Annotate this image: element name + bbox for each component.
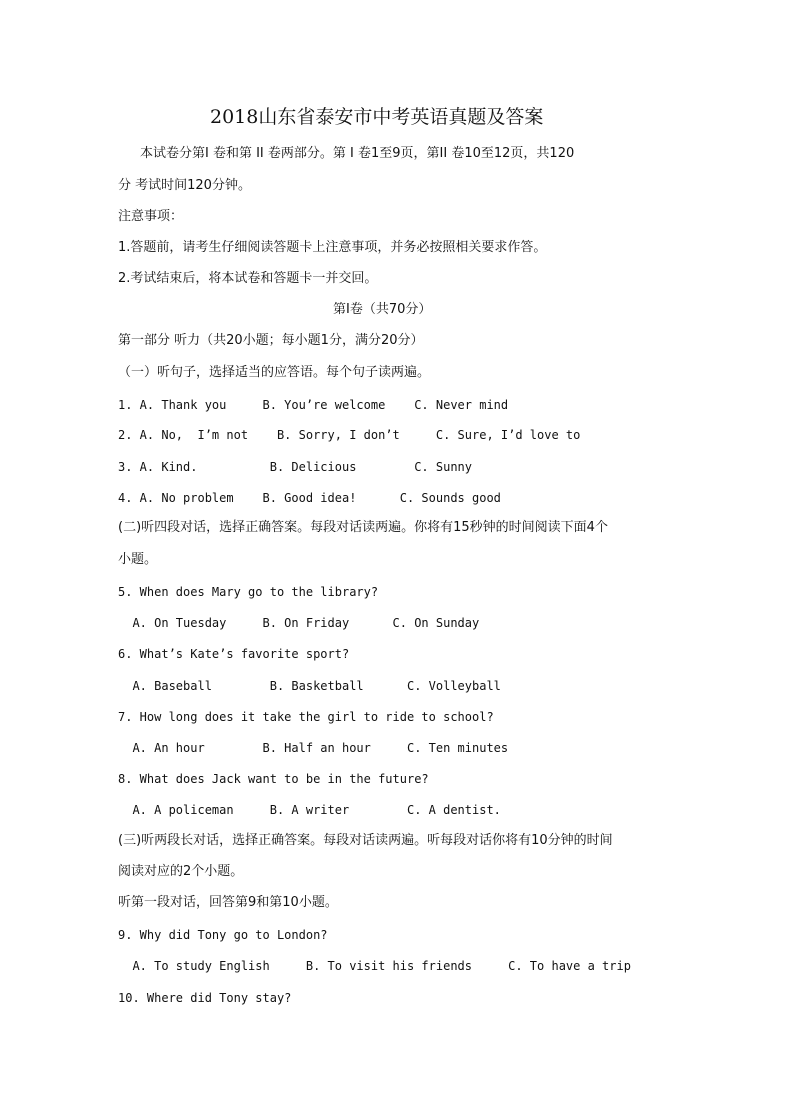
section-1-instruction: （一）听句子，选择适当的应答语。每个句子读两遍。 <box>118 365 431 380</box>
notice-item-1: 1.答题前，请考生仔细阅读答题卡上注意事项，并务必按照相关要求作答。 <box>118 240 547 255</box>
question-2: 2. A. No, I’m not B. Sorry, I don’t C. Sure, I’d love to <box>118 428 581 442</box>
intro-line-1: 本试卷分第I 卷和第 II 卷两部分。第 I 卷1至9页，第II 卷10至12页，共120 <box>140 146 575 161</box>
part-heading: 第一部分 听力（共20小题；每小题1分，满分20分） <box>118 333 424 348</box>
dialogue-1-heading: 听第一段对话，回答第9和第10小题。 <box>118 895 338 910</box>
page-title: 2018山东省泰安市中考英语真题及答案 <box>210 106 544 128</box>
section-3-instruction-line-1: (三)听两段长对话，选择正确答案。每段对话读两遍。听每段对话你将有10分钟的时间 <box>118 833 613 848</box>
volume-heading: 第I卷（共70分） <box>333 302 432 317</box>
section-2-instruction-line-2: 小题。 <box>118 552 158 567</box>
question-8: 8. What does Jack want to be in the future? <box>118 772 429 786</box>
question-8-options: A. A policeman B. A writer C. A dentist. <box>118 803 501 817</box>
question-3: 3. A. Kind. B. Delicious C. Sunny <box>118 460 473 474</box>
question-6-options: A. Baseball B. Basketball C. Volleyball <box>118 679 501 693</box>
section-3-instruction-line-2: 阅读对应的2个小题。 <box>118 864 244 879</box>
notice-item-2: 2.考试结束后，将本试卷和答题卡一并交回。 <box>118 271 378 286</box>
question-7: 7. How long does it take the girl to ride to school? <box>118 710 494 724</box>
question-4: 4. A. No problem B. Good idea! C. Sounds good <box>118 491 501 505</box>
question-9: 9. Why did Tony go to London? <box>118 928 328 942</box>
question-1: 1. A. Thank you B. You’re welcome C. Never mind <box>118 398 509 412</box>
question-7-options: A. An hour B. Half an hour C. Ten minutes <box>118 741 509 755</box>
intro-line-2: 分 考试时间120分钟。 <box>118 178 251 193</box>
question-6: 6. What’s Kate’s favorite sport? <box>118 647 350 661</box>
question-10: 10. Where did Tony stay? <box>118 991 292 1005</box>
question-5: 5. When does Mary go to the library? <box>118 585 379 599</box>
question-9-options: A. To study English B. To visit his friends C. To have a trip <box>118 959 631 973</box>
section-2-instruction-line-1: (二)听四段对话，选择正确答案。每段对话读两遍。你将有15秒钟的时间阅读下面4个 <box>118 520 608 535</box>
notice-heading: 注意事项： <box>118 209 184 224</box>
question-5-options: A. On Tuesday B. On Friday C. On Sunday <box>118 616 480 630</box>
